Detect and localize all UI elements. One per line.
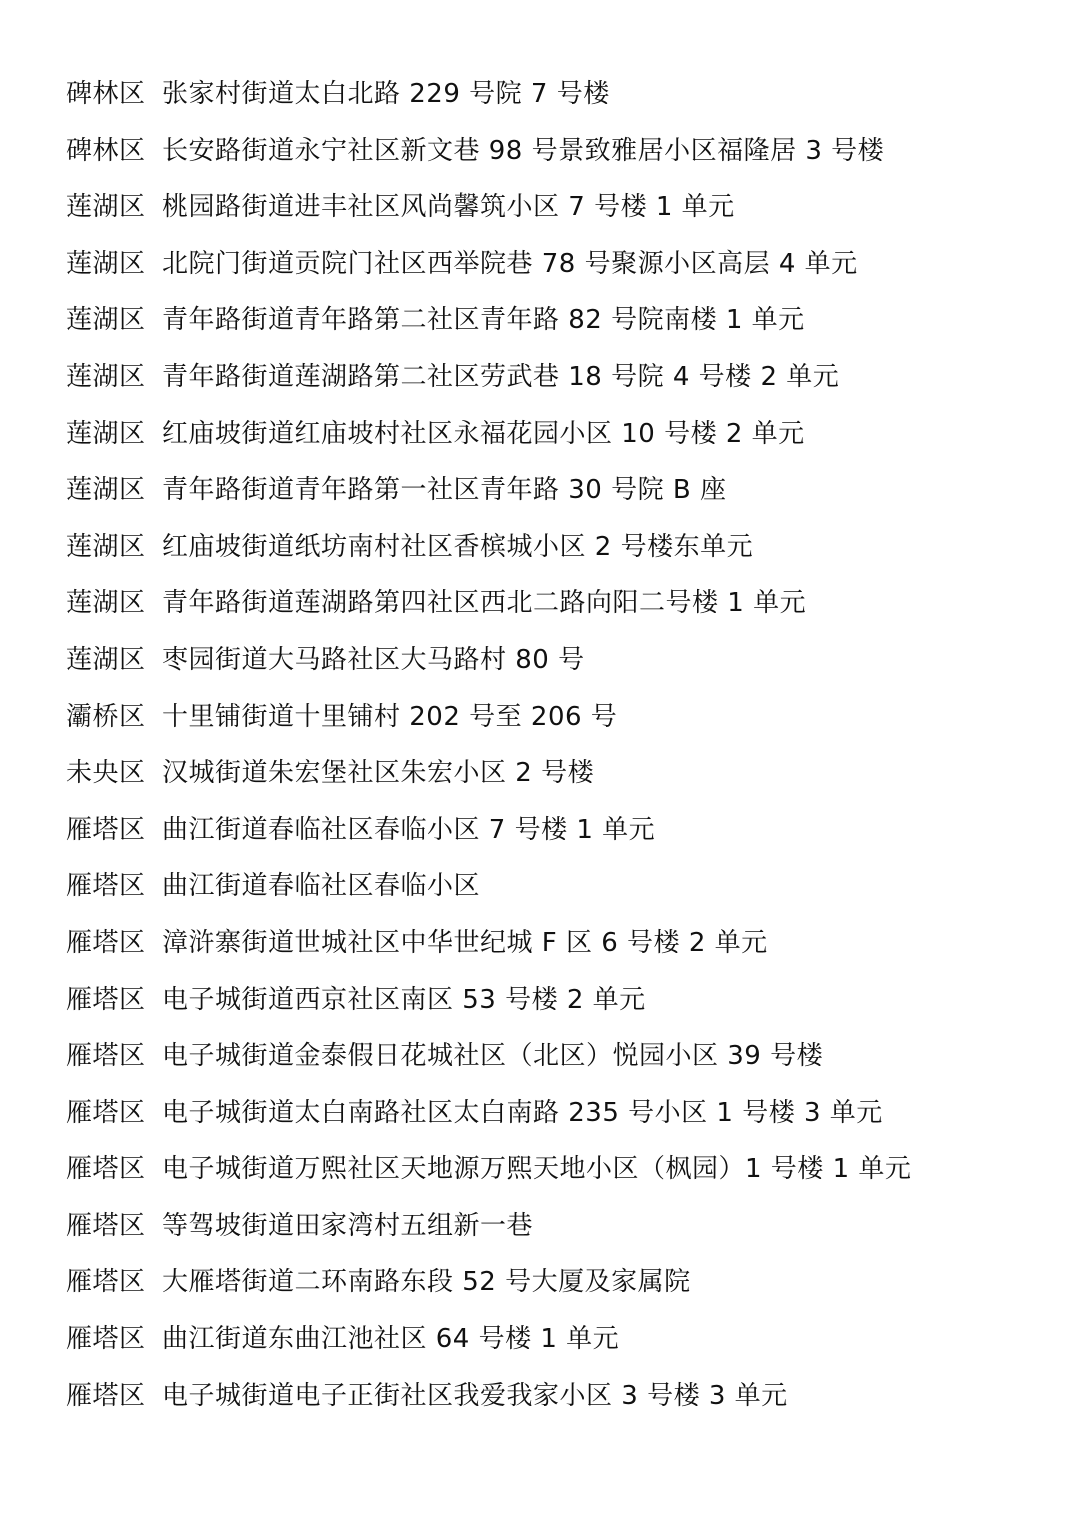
list-item [66, 921, 1056, 978]
district-label: 雁塔区 [66, 927, 146, 958]
district-label: 灞桥区 [66, 701, 146, 732]
list-item [66, 355, 1056, 412]
address-text: 汉城街道朱宏堡社区朱宏小区 2 号楼 [162, 758, 595, 789]
list-item [66, 72, 1056, 129]
address-text: 曲江街道东曲江池社区 64 号楼 1 单元 [162, 1324, 620, 1355]
list-item [66, 1147, 1056, 1204]
district-label: 莲湖区 [66, 248, 146, 279]
district-label: 莲湖区 [66, 418, 146, 449]
address-text: 青年路街道莲湖路第四社区西北二路向阳二号楼 1 单元 [162, 588, 807, 619]
address-text: 青年路街道莲湖路第二社区劳武巷 18 号院 4 号楼 2 单元 [162, 361, 840, 392]
address-text: 曲江街道春临社区春临小区 [162, 871, 481, 902]
address-text: 电子城街道电子正街社区我爱我家小区 3 号楼 3 单元 [162, 1380, 788, 1411]
district-label: 雁塔区 [66, 984, 146, 1015]
district-label: 雁塔区 [66, 1380, 146, 1411]
district-label: 未央区 [66, 758, 146, 789]
district-label: 雁塔区 [66, 1324, 146, 1355]
address-text: 长安路街道永宁社区新文巷 98 号景致雅居小区福隆居 3 号楼 [162, 135, 885, 166]
district-label: 雁塔区 [66, 1097, 146, 1128]
district-label: 碑林区 [66, 135, 146, 166]
list-item [66, 242, 1056, 299]
list-item [66, 638, 1056, 695]
district-label: 雁塔区 [66, 1267, 146, 1298]
list-item [66, 1317, 1056, 1374]
list-item [66, 525, 1056, 582]
address-text: 青年路街道青年路第一社区青年路 30 号院 B 座 [162, 475, 727, 506]
list-item [66, 1374, 1056, 1431]
address-text: 红庙坡街道红庙坡村社区永福花园小区 10 号楼 2 单元 [162, 418, 805, 449]
list-item [66, 298, 1056, 355]
address-text: 桃园路街道进丰社区风尚馨筑小区 7 号楼 1 单元 [162, 192, 735, 223]
list-item [66, 864, 1056, 921]
list-item [66, 412, 1056, 469]
address-text: 北院门街道贡院门社区西举院巷 78 号聚源小区高层 4 单元 [162, 248, 858, 279]
list-item [66, 1091, 1056, 1148]
list-item [66, 695, 1056, 752]
list-item [66, 751, 1056, 808]
address-text: 大雁塔街道二环南路东段 52 号大厦及家属院 [162, 1267, 691, 1298]
district-label: 莲湖区 [66, 361, 146, 392]
list-item [66, 581, 1056, 638]
district-label: 莲湖区 [66, 305, 146, 336]
address-text: 红庙坡街道纸坊南村社区香槟城小区 2 号楼东单元 [162, 531, 754, 562]
address-text: 张家村街道太白北路 229 号院 7 号楼 [162, 79, 610, 109]
list-item [66, 129, 1056, 186]
list-item [66, 468, 1056, 525]
address-text: 十里铺街道十里铺村 202 号至 206 号 [162, 701, 618, 732]
district-label: 莲湖区 [66, 588, 146, 619]
list-item [66, 185, 1056, 242]
district-label: 雁塔区 [66, 871, 146, 902]
district-label: 碑林区 [66, 79, 146, 109]
list-item [66, 808, 1056, 865]
address-text: 电子城街道万熙社区天地源万熙天地小区（枫园）1 号楼 1 单元 [162, 1154, 912, 1185]
district-label: 雁塔区 [66, 1210, 146, 1241]
district-label: 莲湖区 [66, 531, 146, 562]
address-text: 电子城街道金泰假日花城社区（北区）悦园小区 39 号楼 [162, 1041, 824, 1072]
address-text: 电子城街道西京社区南区 53 号楼 2 单元 [162, 984, 646, 1015]
address-list [66, 72, 1056, 1430]
list-item [66, 978, 1056, 1035]
district-label: 莲湖区 [66, 475, 146, 506]
district-label: 莲湖区 [66, 192, 146, 223]
address-text: 曲江街道春临社区春临小区 7 号楼 1 单元 [162, 814, 656, 845]
address-text: 青年路街道青年路第二社区青年路 82 号院南楼 1 单元 [162, 305, 805, 336]
list-item [66, 1204, 1056, 1261]
address-text: 电子城街道太白南路社区太白南路 235 号小区 1 号楼 3 单元 [162, 1097, 883, 1128]
district-label: 雁塔区 [66, 814, 146, 845]
address-text: 漳浒寨街道世城社区中华世纪城 F 区 6 号楼 2 单元 [162, 927, 768, 958]
list-item [66, 1034, 1056, 1091]
address-text: 等驾坡街道田家湾村五组新一巷 [162, 1210, 534, 1241]
district-label: 雁塔区 [66, 1041, 146, 1072]
address-text: 枣园街道大马路社区大马路村 80 号 [162, 644, 585, 675]
district-label: 雁塔区 [66, 1154, 146, 1185]
list-item [66, 1260, 1056, 1317]
district-label: 莲湖区 [66, 644, 146, 675]
